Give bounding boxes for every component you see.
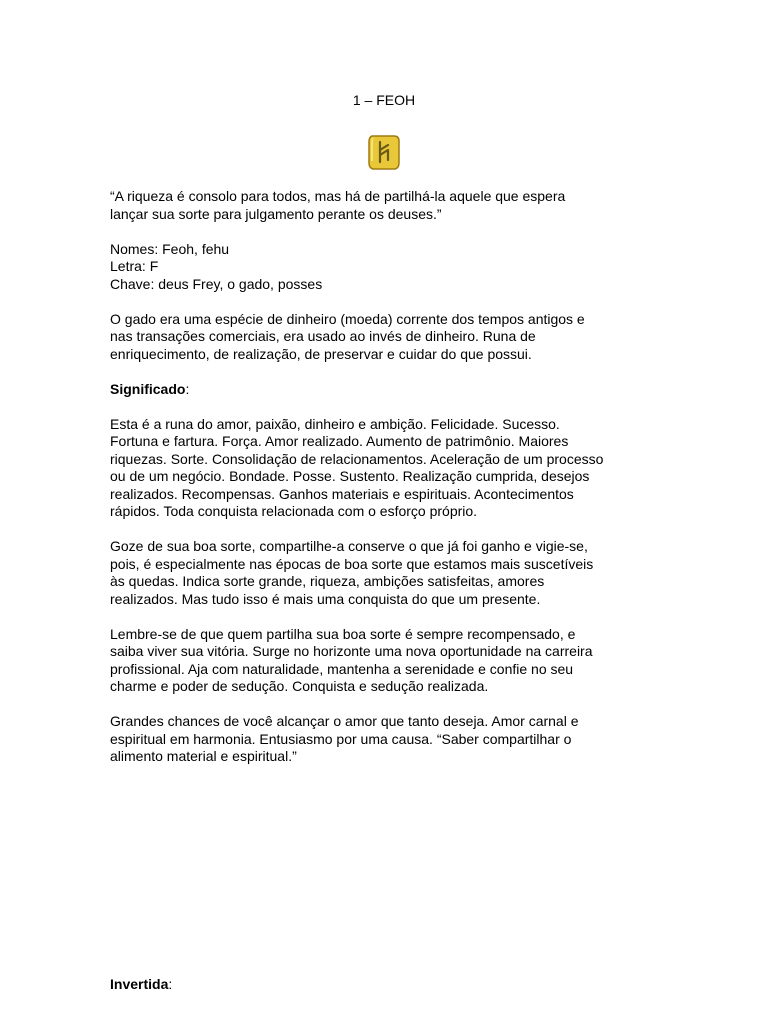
significado-heading [110, 381, 670, 399]
opening-quote: “A riqueza é consolo para todos, mas há de partilhá-la aquele que espera lançar sua sorte para julgamento perante os deuses.” [110, 188, 566, 222]
rune-attributes [110, 241, 670, 294]
intro-paragraph: O gado era uma espécie de dinheiro (moeda) corrente dos tempos antigos e nas transações comerciais, era usado ao invés de dinheiro. Runa de enriquecimento, de realização, de preservar e cuidar do que possui. [110, 310, 585, 362]
meaning-paragraph-1: Esta é a runa do amor, paixão, dinheiro e ambição. Felicidade. Sucesso. Fortuna e fartura. Força. Amor realizado. Aumento de patrimônio. Maiores riquezas. Sorte. Consolidação de relacionamentos. Aceleração de um processo ou de um negócio. Bondade. Posse. Sustento. Realização cumprida, desejos realizados. Recompensas. Ganhos materiais e espirituais. Acontecimentos rápidos. Toda conquista relacionada com o esforço próprio. [110, 415, 604, 519]
significado-label: Significado [110, 380, 186, 397]
key-line: Chave: deus Frey, o gado, posses [110, 275, 323, 292]
invertida-heading [110, 976, 172, 994]
invertida-label: Invertida [110, 976, 169, 992]
page-title: 1 – FEOH [352, 92, 416, 108]
significado-colon: : [185, 380, 190, 397]
names-line: Nomes: Feoh, fehu [110, 240, 230, 257]
document-body [110, 188, 670, 783]
letter-line: Letra: F [110, 258, 159, 274]
feoh-rune-icon [366, 132, 402, 172]
meaning-paragraph-3: Lembre-se de que quem partilha sua boa sorte é sempre recompensado, e saiba viver sua vitória. Surge no horizonte uma nova oportunidade na carreira profissional. Aja com naturalidade, mantenha a serenidade e confie no seu charme e poder de sedução. Conquista e sedução realizada. [110, 625, 593, 694]
invertida-colon: : [168, 976, 173, 992]
meaning-paragraph-4: Grandes chances de você alcançar o amor que tanto deseja. Amor carnal e espiritual em harmonia. Entusiasmo por uma causa. “Saber compartilhar o alimento material e espiritual.” [110, 713, 579, 764]
meaning-paragraph-2: Goze de sua boa sorte, compartilhe-a conserve o que já foi ganho e vigie-se, pois, é especialmente nas épocas de boa sorte que estamos mais suscetíveis às quedas. Indica sorte grande, riqueza, ambições satisfeitas, amores realizados. Mas tudo isso é mais uma conquista do que um presente. [110, 538, 594, 607]
